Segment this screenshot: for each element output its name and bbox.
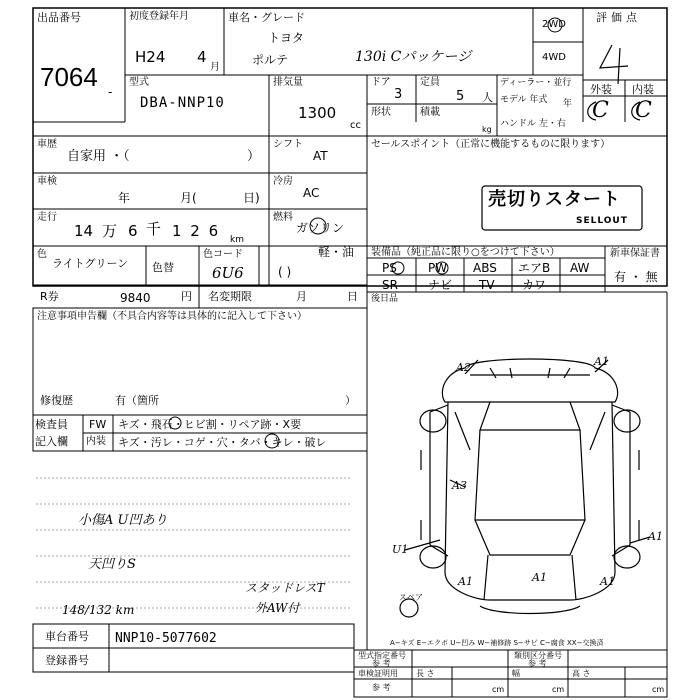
repaint-label: 色替 (152, 261, 174, 274)
interior-check-label: 内装 (86, 436, 106, 447)
mileage-sen: 6 (128, 222, 138, 240)
handwritten-note-2: 天凹りS (88, 557, 136, 572)
handwritten-note-5: 148/132 km (62, 603, 135, 617)
footer-cm-1: cm (492, 685, 505, 694)
score-label: 評価点 (596, 11, 641, 24)
footer-ref-3: 参 考 (372, 683, 391, 692)
footer-cert: 車検証明用 (358, 669, 398, 678)
interior-check-text: キズ・汚レ・コゲ・穴・タバ・キレ・破レ (118, 436, 327, 449)
warranty-value: 有 ・ 無 (614, 270, 658, 284)
footer-length: 長 さ (416, 669, 435, 678)
shift-label: シフト (273, 139, 303, 150)
registration-label: 初度登録年月 (129, 11, 189, 22)
drive-2wd: 2WD (542, 19, 566, 30)
displacement-value: 1300 (298, 104, 337, 122)
fw-text: キズ・飛石・ヒビ割・リペア跡・X要 (118, 418, 302, 431)
aircon-label: 冷房 (273, 176, 293, 187)
damage-legend: A−キズ E−エクボ U−凹み W−補修跡 S−サビ C−腐食 XX−交換済 (390, 639, 604, 647)
mileage-unit: km (230, 235, 244, 245)
inspection-month: 月( (180, 191, 197, 205)
equip-sr: SR (382, 278, 398, 292)
repair-label: 修復歴 (40, 394, 73, 407)
deadline-month: 月 (296, 290, 307, 303)
fuel-alt: 軽・油 (318, 245, 355, 259)
color-code: 6U6 (212, 264, 244, 282)
footer-cm-2: cm (552, 685, 565, 694)
dealer-line3: ハンドル 左・右 (500, 119, 566, 129)
type-label: 型式 (129, 77, 149, 88)
history-value: 自家用 ・（ (67, 149, 130, 164)
damage-mark-a1-right: A1 (648, 530, 663, 543)
dealer-line2: モデル 年式 (500, 95, 548, 105)
recycle-value: 9840 (120, 291, 151, 305)
doors-value: 3 (394, 87, 403, 102)
footer-ref-2: 参 考 (528, 659, 547, 668)
registration-era-year: H24 (135, 48, 166, 66)
shape-label: 形状 (371, 107, 391, 118)
drive-4wd: 4WD (542, 52, 566, 63)
footer-cat-num: 類別区分番号 (514, 651, 562, 660)
recycle-unit: 円 (181, 290, 192, 303)
fuel-paren: ( ) (278, 265, 292, 279)
equip-aw: AW (570, 261, 590, 275)
warranty-label: 新車保証書 (610, 248, 660, 259)
exterior-label: 外装 (590, 83, 612, 96)
interior-grade: C (635, 98, 652, 123)
fuel-value: ガソリン (296, 221, 345, 235)
mileage-man: 14 (74, 222, 94, 240)
car-label: 車名・グレード (228, 11, 305, 24)
footer-width: 幅 (512, 669, 520, 678)
spare-label: スペア (399, 593, 423, 602)
notes-label: 注意事項申告欄（不具合内容等は具体的に記入して下さい） (37, 311, 307, 322)
equipment-label: 装備品（純正品に限り○をつけて下さい） (371, 247, 560, 258)
retrofit-label: 後日品 (371, 294, 399, 304)
displacement-label: 排気量 (273, 77, 303, 88)
plate-label: 登録番号 (45, 654, 89, 667)
car-maker: トヨタ (268, 31, 305, 45)
load-unit: kg (482, 125, 492, 134)
history-label: 車歴 (37, 139, 57, 150)
mileage-sen-unit: 千 (146, 220, 162, 238)
shift-value: AT (313, 149, 328, 163)
inspection-year: 年 (118, 191, 131, 205)
displacement-unit: cc (350, 120, 361, 131)
equip-navi: ナビ (428, 278, 453, 292)
registration-month: 4 (197, 48, 207, 66)
color-value: ライトグリーン (52, 257, 129, 270)
sales-label: セールスポイント（正常に機能するものに限ります） (371, 139, 611, 150)
load-label: 積載 (420, 107, 440, 118)
repair-close: ） (345, 394, 356, 407)
capacity-value: 5 (456, 89, 465, 104)
lot-number: 7064 (40, 62, 98, 92)
mileage-man-unit: 万 (102, 222, 118, 240)
equip-airbag: エアB (518, 261, 551, 275)
footer-type-num: 型式指定番号 (358, 651, 406, 660)
damage-mark-a1-top: A1 (594, 355, 609, 368)
equip-leather: カワ (522, 278, 547, 292)
capacity-unit: 人 (482, 91, 493, 104)
footer-ref-1: 参 考 (372, 659, 391, 668)
registration-month-unit: 月 (210, 62, 220, 73)
history-close: ） (247, 149, 261, 164)
inspector-label-2: 記入欄 (35, 435, 68, 448)
mileage-label: 走行 (37, 212, 57, 223)
stamp-main: 売切りスタート (488, 189, 621, 210)
interior-label: 内装 (632, 83, 654, 96)
damage-mark-a1-rear-left: A1 (458, 575, 473, 588)
lot-label: 出品番号 (37, 11, 81, 24)
color-code-label: 色コード (203, 249, 243, 260)
equip-tv: TV (479, 278, 495, 292)
car-grade: 130i Cパッケージ (355, 49, 472, 65)
fw-label: FW (89, 418, 107, 431)
damage-mark-u1: U1 (392, 543, 409, 556)
chassis-number: NNP10-5077602 (115, 631, 217, 646)
color-label: 色 (37, 249, 47, 260)
dealer-line1: ディーラー・並行 (500, 78, 572, 88)
handwritten-note-4: 外AW付 (255, 601, 300, 615)
dealer-line2-unit: 年 (563, 99, 573, 109)
capacity-label: 定員 (420, 77, 440, 88)
damage-mark-a3: A3 (452, 479, 467, 492)
doors-label: ドア (371, 77, 391, 88)
repair-value: 有（箇所 (115, 394, 159, 407)
damage-mark-a2: A2 (456, 361, 471, 374)
car-model: ポルテ (252, 53, 289, 67)
deadline-label: 名変期限 (208, 290, 252, 303)
recycle-label: R券 (40, 290, 59, 303)
equip-pw: PW (428, 261, 448, 275)
inspection-day: 日) (243, 191, 260, 205)
mileage-rest: 1 2 6 (172, 222, 221, 240)
lot-dash: - (108, 85, 113, 99)
inspector-label-1: 検査員 (35, 418, 68, 431)
sellout-stamp (482, 186, 642, 230)
type-value: DBA-NNP10 (140, 95, 225, 111)
equip-ps: PS (382, 261, 397, 275)
footer-height: 高 さ (572, 669, 591, 678)
aircon-value: AC (303, 186, 320, 200)
damage-mark-a1-rear: A1 (532, 571, 547, 584)
stamp-sub: SELLOUT (576, 216, 628, 226)
handwritten-note-1: 小傷A U凹あり (78, 513, 168, 528)
equip-abs: ABS (473, 261, 497, 275)
handwritten-note-3: スタッドレスT (245, 581, 325, 595)
chassis-label: 車台番号 (45, 630, 89, 643)
fuel-label: 燃料 (273, 212, 293, 223)
deadline-day: 日 (347, 290, 358, 303)
exterior-grade: C (592, 98, 609, 123)
damage-mark-a1-rear-right: A1 (600, 575, 615, 588)
footer-cm-3: cm (652, 685, 665, 694)
inspection-label: 車検 (37, 176, 57, 187)
